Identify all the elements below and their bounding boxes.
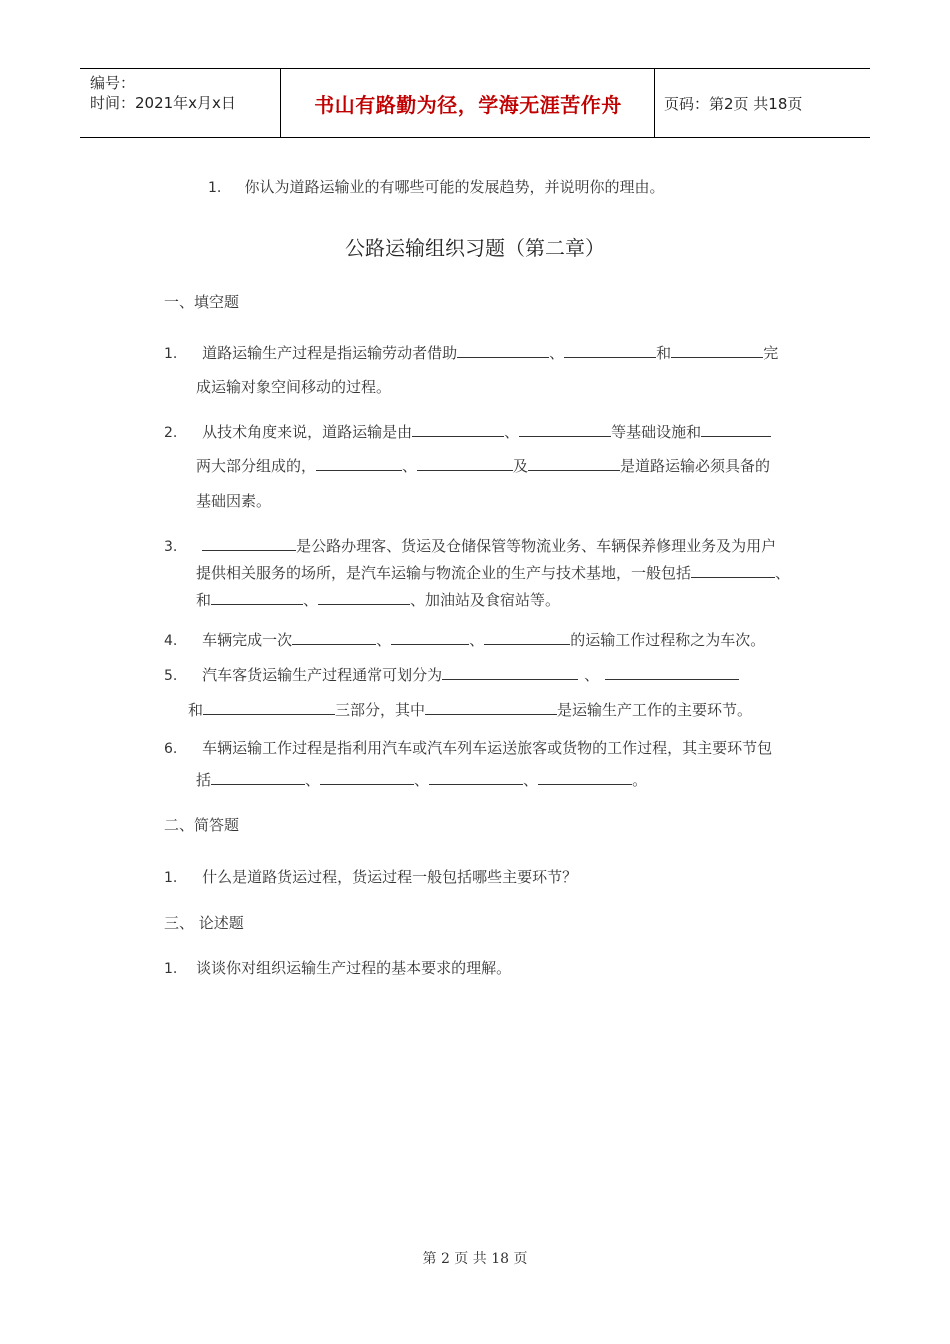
fill-question-6 [164,737,772,758]
answer-blank[interactable] [605,665,739,680]
question-text: 完 [763,344,779,362]
question-text: 、加油站及食宿站等。 [410,591,561,609]
question-text: 是公路办理客、货运及仓储保管等物流业务、车辆保养修理业务及为用户 [296,537,777,555]
question-text: 等基础设施和 [611,423,702,441]
question-text: 、 [549,344,565,362]
section-heading: 一、填空题 [164,293,240,311]
question-text: 车辆运输工作过程是指利用汽车或汽车列车运送旅客或货物的工作过程，其主要环节包 [202,739,773,757]
question-number: 5. [164,668,178,684]
question-number: 6. [164,741,178,757]
header-left [90,73,236,113]
question-number: 1. [208,180,222,196]
answer-blank[interactable] [320,770,414,785]
fill-question-6-line2 [196,769,647,790]
fill-question-3-line3 [196,589,560,610]
question-text: 道路运输生产过程是指运输劳动者借助 [202,344,458,362]
answer-blank[interactable] [211,770,305,785]
answer-blank[interactable] [671,343,763,358]
fill-question-2-line2 [196,455,770,476]
question-text: 、 [469,631,485,649]
answer-blank[interactable] [519,422,611,437]
question-number: 2. [164,425,178,441]
question-text: 提供相关服务的场所，是汽车运输与物流企业的生产与技术基地，一般包括 [196,564,692,582]
question-text: 、 [584,666,600,684]
question-text: 和 [196,591,212,609]
question-text: 基础因素。 [196,492,272,510]
answer-blank[interactable] [691,563,775,578]
section-heading: 三、 论述题 [164,914,244,932]
answer-blank[interactable] [564,343,656,358]
serial-label: 编号： [90,74,136,92]
answer-blank[interactable] [538,770,632,785]
question-text: 、 [305,771,321,789]
question-text: 是运输生产工作的主要环节。 [557,701,753,719]
question-text: 括 [196,771,212,789]
page-footer: 第 2 页 共 18 页 [422,1251,528,1267]
header-divider [654,69,655,137]
fill-question-4 [164,629,765,650]
question-text: 两大部分组成的， [196,457,317,475]
question-text: 和 [188,701,204,719]
question-text: 是道路运输必须具备的 [620,457,771,475]
fill-question-5-line2 [188,699,752,720]
question-text: 、 [523,771,539,789]
question-text: 三部分，其中 [335,701,426,719]
answer-blank[interactable] [202,536,296,551]
question-text: 、 [775,564,791,582]
question-text: 。 [632,771,648,789]
question-text: 、 [303,591,319,609]
question-text: 什么是道路货运过程，货运过程一般包括哪些主要环节？ [202,868,578,886]
header-page-info: 页码：第2页 共18页 [664,95,803,113]
question-text: 成运输对象空间移动的过程。 [196,378,392,396]
header-table [80,68,870,138]
intro-question [208,176,664,197]
answer-blank[interactable] [528,456,620,471]
answer-blank[interactable] [484,630,570,645]
answer-blank[interactable] [203,700,335,715]
essay-question-1 [164,957,511,978]
answer-blank[interactable] [457,343,549,358]
answer-blank[interactable] [429,770,523,785]
answer-blank[interactable] [442,665,578,680]
section-heading: 二、简答题 [164,816,240,834]
answer-blank[interactable] [425,700,557,715]
short-answer-question-1 [164,866,577,887]
fill-question-1 [164,342,778,363]
time-label: 时间：2021年x月x日 [90,94,236,112]
answer-blank[interactable] [318,590,410,605]
page-title: 公路运输组织习题（第二章） [345,236,605,260]
question-text: 、 [376,631,392,649]
fill-question-3 [164,535,776,556]
answer-blank[interactable] [417,456,513,471]
fill-question-3-line2 [196,562,790,583]
question-number: 1. [164,346,178,362]
answer-blank[interactable] [412,422,504,437]
question-text: 及 [513,457,529,475]
question-number: 1. [164,870,178,886]
question-text: 汽车客货运输生产过程通常可划分为 [202,666,443,684]
question-text: 的运输工作过程称之为车次。 [570,631,766,649]
question-text: 谈谈你对组织运输生产过程的基本要求的理解。 [196,959,512,977]
answer-blank[interactable] [211,590,303,605]
question-text: 、 [504,423,520,441]
fill-question-5 [164,664,739,685]
answer-blank[interactable] [391,630,469,645]
question-text: 你认为道路运输业的有哪些可能的发展趋势，并说明你的理由。 [244,178,665,196]
question-number: 3. [164,539,178,555]
question-text: 从技术角度来说，道路运输是由 [202,423,413,441]
header-motto: 书山有路勤为径，学海无涯苦作舟 [314,93,622,117]
question-text: 、 [402,457,418,475]
fill-question-2 [164,421,771,442]
question-text: 和 [656,344,672,362]
answer-blank[interactable] [292,630,376,645]
answer-blank[interactable] [701,422,771,437]
header-divider [280,69,281,137]
question-text: 、 [414,771,430,789]
question-text: 车辆完成一次 [202,631,293,649]
question-number: 1. [164,961,178,977]
question-number: 4. [164,633,178,649]
answer-blank[interactable] [316,456,402,471]
